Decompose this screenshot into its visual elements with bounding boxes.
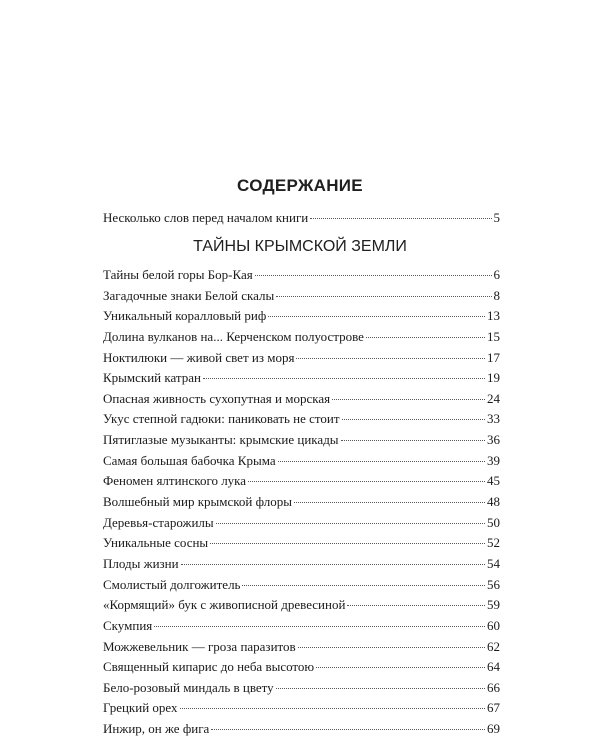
toc-entry-text: Грецкий орех (103, 700, 178, 716)
toc-entry-page: 56 (487, 576, 500, 592)
toc-entry-page: 45 (487, 473, 500, 489)
dot-leader (332, 399, 485, 400)
toc-entry-text: Плоды жизни (103, 555, 179, 571)
toc-entry (103, 410, 500, 428)
toc-entry (103, 596, 500, 614)
toc-entry-text: Укус степной гадюки: паниковать не стоит (103, 411, 340, 427)
page-title: СОДЕРЖАНИЕ (237, 176, 363, 195)
toc-entry (103, 679, 500, 697)
toc-entry (103, 720, 500, 738)
toc-entry (103, 287, 500, 305)
toc-entry (103, 617, 500, 635)
toc-entry-text: Ноктилюки — живой свет из моря (103, 349, 295, 365)
toc-entry-text: Священный кипарис до неба высотою (103, 659, 315, 675)
toc-entry-page: 6 (493, 267, 500, 282)
toc-entry-page: 62 (487, 638, 500, 654)
toc-entry (103, 307, 500, 325)
toc-entry-page: 54 (487, 555, 500, 571)
dot-leader (310, 218, 491, 219)
toc-entry-text: Уникальные сосны (103, 535, 209, 551)
toc-entry-text: «Кормящий» бук с живописной древесиной (103, 597, 346, 613)
toc-entry-page: 50 (487, 514, 500, 530)
toc-entry-page: 15 (487, 328, 500, 344)
toc-entry (103, 328, 500, 346)
toc-entry-text: Феномен ялтинского лука (103, 473, 247, 489)
toc-entry-page: 19 (487, 370, 500, 386)
dot-leader (180, 708, 485, 709)
toc-entry-page: 13 (487, 308, 500, 324)
dot-leader (298, 647, 485, 648)
toc-entry-text: Пятиглазые музыканты: крымские цикады (103, 432, 339, 448)
dot-leader (342, 419, 485, 420)
dot-leader (211, 729, 485, 730)
toc-entry-page: 17 (487, 349, 500, 365)
toc-entry (103, 493, 500, 511)
toc-entry-text: Можжевельник — гроза паразитов (103, 638, 296, 654)
toc-entry-text: Несколько слов перед началом книги (103, 210, 309, 225)
toc-entry-text: Уникальный коралловый риф (103, 308, 267, 324)
toc-entry-page: 33 (487, 411, 500, 427)
toc-entry-page: 8 (493, 287, 500, 303)
toc-entry (103, 555, 500, 573)
toc-entry-text: Инжир, он же фига (103, 721, 210, 737)
toc-entry-text: Опасная живность сухопутная и морская (103, 390, 331, 406)
toc-entry-page: 39 (487, 452, 500, 468)
toc-entry-text: Смолистый долгожитель (103, 576, 241, 592)
toc-entry-intro (103, 209, 500, 227)
dot-leader (181, 564, 485, 565)
toc-entry-text: Крымский катран (103, 370, 202, 386)
toc-entry (103, 431, 500, 449)
dot-leader (316, 667, 485, 668)
toc-entry-text: Скумпия (103, 617, 153, 633)
dot-leader (210, 543, 485, 544)
toc-entry (103, 658, 500, 676)
dot-leader (347, 605, 485, 606)
dot-leader (216, 523, 485, 524)
section-title: ТАЙНЫ КРЫМСКОЙ ЗЕМЛИ (193, 238, 407, 255)
toc-entry (103, 576, 500, 594)
dot-leader (276, 296, 491, 297)
toc-entry (103, 534, 500, 552)
toc-entry (103, 390, 500, 408)
toc-entry-page: 5 (493, 210, 500, 225)
toc-entry-page: 52 (487, 535, 500, 551)
toc-entry (103, 514, 500, 532)
toc-entry-text: Волшебный мир крымской флоры (103, 494, 292, 510)
toc-entry-page: 24 (487, 390, 500, 406)
dot-leader (294, 502, 485, 503)
toc-entry-page: 64 (487, 659, 500, 675)
toc-entry-text: Деревья-старожилы (103, 514, 214, 530)
toc-entry-text: Бело-розовый миндаль в цвету (103, 679, 274, 695)
toc-entry-text: Долина вулканов на... Керченском полуострове (103, 328, 364, 344)
toc-entry-page: 66 (487, 679, 500, 695)
toc-entry-page: 48 (487, 494, 500, 510)
dot-leader (242, 585, 485, 586)
toc-entry-page: 59 (487, 597, 500, 613)
toc-entry (103, 349, 500, 367)
toc-entry-page: 36 (487, 432, 500, 448)
dot-leader (268, 316, 485, 317)
dot-leader (278, 461, 485, 462)
dot-leader (255, 275, 492, 276)
dot-leader (341, 440, 485, 441)
toc-entry (103, 369, 500, 387)
dot-leader (154, 626, 485, 627)
toc-entry (103, 638, 500, 656)
toc-entry (103, 452, 500, 470)
toc-entry-text: Самая большая бабочка Крыма (103, 452, 276, 468)
dot-leader (248, 481, 485, 482)
dot-leader (296, 358, 485, 359)
dot-leader (276, 688, 485, 689)
toc-entry (103, 699, 500, 717)
toc-entry-page: 60 (487, 617, 500, 633)
toc-entry (103, 266, 500, 284)
toc-entry-page: 67 (487, 700, 500, 716)
toc-entry-text: Тайны белой горы Бор-Кая (103, 267, 253, 282)
toc-entry (103, 472, 500, 490)
dot-leader (203, 378, 485, 379)
dot-leader (366, 337, 485, 338)
toc-entry-page: 69 (487, 721, 500, 737)
toc-entry-text: Загадочные знаки Белой скалы (103, 287, 275, 303)
